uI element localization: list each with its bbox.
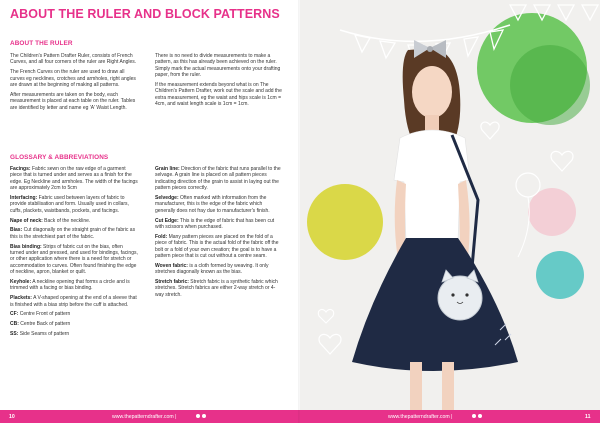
heart-doodle [481,122,499,139]
social-icon[interactable] [196,414,200,418]
page-title: ABOUT THE RULER AND BLOCK PATTERNS [10,7,280,21]
social-icon[interactable] [202,414,206,418]
glossary-definition: A neckline opening that forms a circle and is trimmed with a facing or bias binding. [10,279,130,292]
glossary-term: Selvedge: [155,195,179,202]
glossary-definition: Fabric sewn on the raw edge of a garment piece that is turned under and serves as a finish for the edge. Eg Neckline and armholes. The width of the facings are approximately 2cm to 5cm [10,166,138,192]
glossary-entry [10,295,138,308]
heart-doodle [318,309,333,323]
glossary-term: Bias binding: [10,243,42,250]
about-column-1 [10,53,138,114]
social-icon[interactable] [472,414,476,418]
glossary-definition: Cut diagonally on the straight grain of the fabric as this is the stretchiest part of the fabric. [10,227,136,240]
girl-face [412,66,452,118]
glossary-definition: Many pattern pieces are placed on the fold of a piece of fabric. This is the actual fold of the fabric off the bolt or a fold of your own creation; the goal is to have a pattern piece that is cut out without a centre seam. [155,233,279,260]
glossary-heading: GLOSSARY & ABBREVIATIONS [10,154,109,161]
glossary-definition: Centre Front of pattern [18,311,71,318]
glossary-definition: Fabric used between layers of fabric to provide stabilisation and form. Usually used in collars, cuffs, plackets, waistbands, pockets, and facings. [10,195,129,214]
glossary-entry [10,311,138,317]
girl-neck [425,115,439,131]
glossary-entry [10,218,138,224]
glossary-term: Bias: [10,227,23,234]
glossary-entry [155,166,283,192]
page-number-left: 10 [9,413,15,420]
glossary-term: Grain line: [155,166,180,172]
footer-url-left[interactable]: www.thepatterndrafter.com | [112,413,177,420]
glossary-term: Facings: [10,166,31,172]
glossary-term: CF: [10,311,19,318]
glossary-entry [155,234,283,260]
heart-doodle [551,151,573,171]
glossary-definition: Direction of the fabric that runs parallel to the selvage. A grain line is placed on all pattern pieces indicating direction of the grain to assist in laying out the pattern pieces correctly. [155,166,281,192]
glossary-term: SS: [10,331,19,338]
cat-eye [451,293,454,296]
paragraph: After measurements are taken on the body, each measurement is placed at each table on the ruler. Tables are identified by letter and name eg 'A' Waist Length. [10,91,136,111]
glossary-term: Stretch fabric: [155,279,189,286]
right-page-photo [300,0,600,423]
glossary-definition: Centre Back of pattern [18,321,71,328]
balloon-doodle [516,173,540,197]
glossary-column-2 [155,166,283,302]
page-number-right: 11 [585,413,591,420]
green-watercolor-shade [510,45,590,125]
girl-leg [442,362,454,410]
balloon-string-doodle [518,197,529,257]
glossary-definition: Side Seams of pattern [18,331,70,338]
glossary-entry [10,166,138,192]
right-footer [300,410,600,423]
glossary-definition: Back of the neckline. [42,217,91,224]
glossary-entry [10,331,138,337]
about-ruler-heading: ABOUT THE RULER [10,40,73,47]
glossary-term: CB: [10,321,19,328]
bunting-string [340,25,510,41]
heart-doodle [319,334,341,354]
teal-watercolor-blob [536,251,584,299]
cat-eye [465,293,468,296]
cat-bag [438,276,482,320]
footer-url-right[interactable]: www.thepatterndrafter.com | [388,413,453,420]
glossary-definition: Strips of fabric cut on the bias, often turned under and pressed, and used for bindings, facings, or other application where there is a need for stretch or accommodation to curves. Often found finishing the edge of neckline, apron, blanket or quilt. [10,243,138,276]
paragraph: The French Curves on the ruler are used to draw all curves eg necklines, crotches and armholes, right angles are drawn at the beginning of making all patterns. [10,69,136,89]
yellow-watercolor-blob [307,184,383,260]
glossary-entry [10,227,138,240]
glossary-entry [155,263,283,276]
glossary-entry [10,244,138,276]
paragraph: If the measurement extends beyond what is on The Children's Pattern Drafter, work out the scale and add the extra measurement, eg the waist and hips scale is 1cm = 4cm, and waist length scale is 1cm = 1cm. [155,82,282,108]
left-footer [0,410,300,423]
glossary-term: Fold: [155,233,168,240]
about-column-2 [155,53,283,111]
denim-skirt [352,238,518,371]
glossary-entry [155,218,283,231]
glossary-definition: A V-shaped opening at the end of a sleeve that is finished with a bias strip before the cuff is attached. [10,295,137,308]
glossary-term: Nape of neck: [10,217,43,224]
glossary-entry [155,279,283,298]
girl-photo-illustration [300,0,600,410]
social-icon[interactable] [478,414,482,418]
glossary-entry [10,279,138,292]
social-icons-left [196,414,206,418]
glossary-column-1 [10,166,138,341]
social-icons-right [472,414,482,418]
glossary-term: Plackets: [10,295,32,302]
paragraph: The Children's Pattern Drafter Ruler, consists of French Curves, and all four corners of the ruler are Right Angles. [10,53,137,66]
glossary-entry [10,195,138,214]
glossary-term: Keyhole: [10,279,32,286]
glossary-entry [155,195,283,214]
girl-leg [410,362,422,410]
paragraph: There is no need to divide measurements to make a pattern, as this has already been achieved on the ruler. Simply mark the actual measurements onto your drafting paper, from the ruler. [155,53,281,79]
glossary-definition: is a cloth formed by weaving. It only stretches diagonally known as the bias. [155,262,269,276]
glossary-entry [10,321,138,327]
glossary-definition: This is the edge of fabric that has been cut with scissors when purchased. [155,217,275,231]
glossary-definition: Often marked with information from the manufacturer, this is the edge of the fabric which generally does not fray due to manufacturer's finish. [155,195,270,214]
glossary-term: Interfacing: [10,195,38,202]
glossary-term: Woven fabric: [155,262,188,269]
glossary-definition: Stretch fabric is a synthetic fabric which stretches. Stretch fabrics are either 2-way stretch or 4-way stretch. [155,279,278,298]
hair-bow-knot [427,46,433,52]
glossary-term: Cut Edge: [155,217,179,224]
